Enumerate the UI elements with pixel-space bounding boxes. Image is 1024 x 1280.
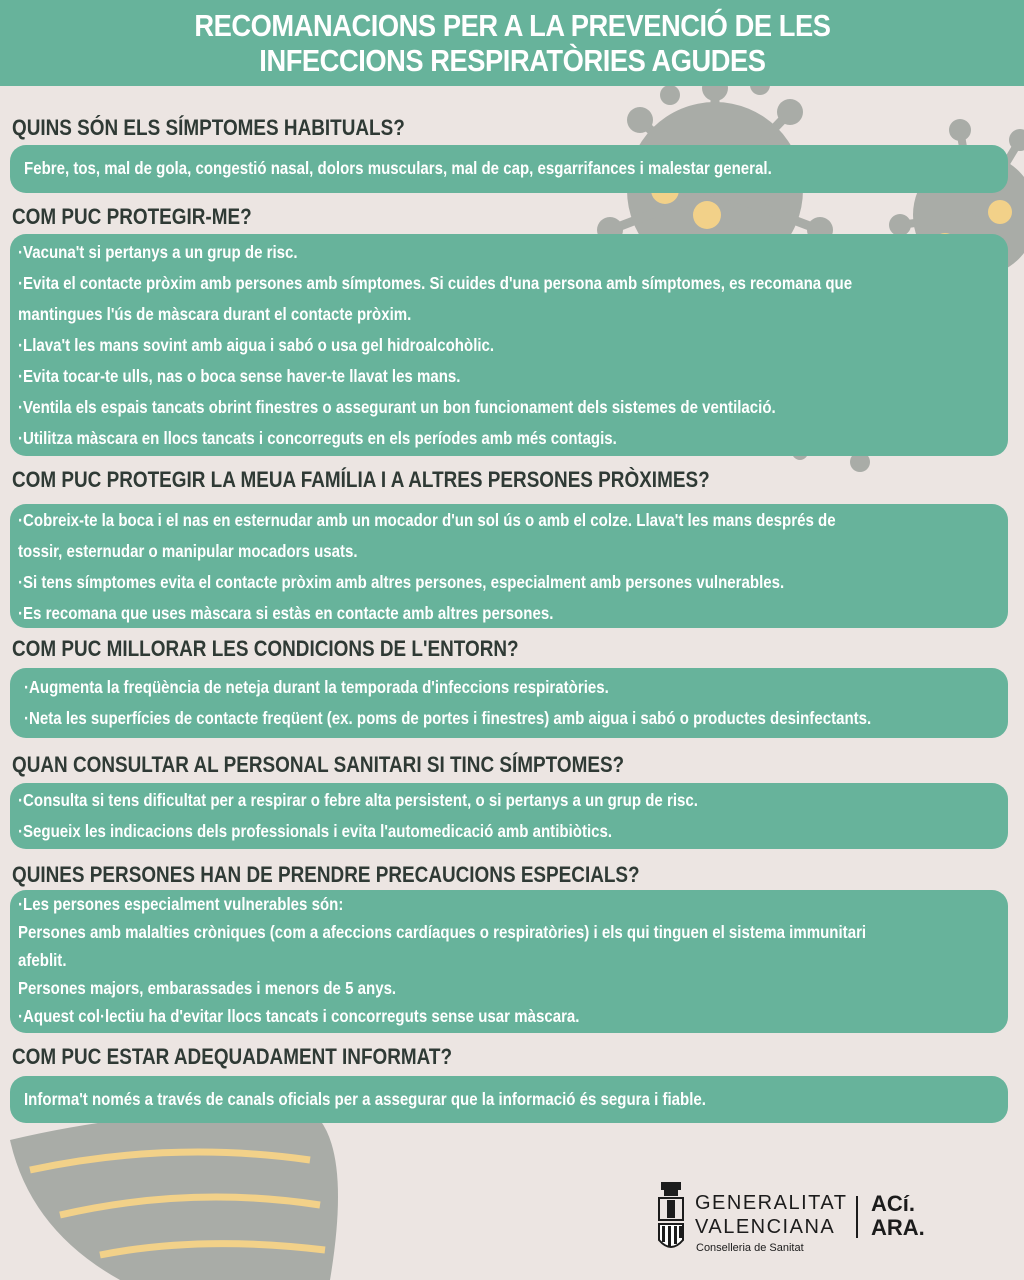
logo-divider [856,1196,858,1238]
section-heading-special-precautions: QUINES PERSONES HAN DE PRENDRE PRECAUCIONS ESPECIALS? [12,862,640,887]
section-text: tossir, esternudar o manipular mocadors usats. [18,541,358,561]
section-text: Informa't només a través de canals oficials per a assegurar que la informació és segura i fiable. [24,1089,706,1109]
page-header [0,0,1024,86]
section-text: ·Evita tocar-te ulls, nas o boca sense haver-te llavat les mans. [18,366,461,386]
section-text: ·Aquest col·lectiu ha d'evitar llocs tancats i concorreguts sense usar màscara. [18,1006,580,1026]
section-heading-symptoms: QUINS SÓN ELS SÍMPTOMES HABITUALS? [12,115,405,140]
section-text: mantingues l'ús de màscara durant el contacte pròxim. [18,304,412,324]
section-box-special-precautions [10,890,1008,1033]
generalitat-logo [655,1178,955,1260]
section-box-consult [10,783,1008,849]
section-text: ·Es recomana que uses màscara si estàs en contacte amb altres persones. [18,603,554,623]
page-title [194,8,830,78]
logo-name-line-2: VALENCIANA [695,1216,836,1238]
face-mask-icon [10,1109,338,1280]
section-heading-protect-me: COM PUC PROTEGIR-ME? [12,204,252,229]
section-text: ·Evita el contacte pròxim amb persones amb símptomes. Si cuides d'una persona amb símptomes, es recomana que [18,273,853,293]
section-text: ·Si tens símptomes evita el contacte pròxim amb altres persones, especialment amb persones vulnerables. [18,572,785,592]
section-text: ·Cobreix-te la boca i el nas en esternudar amb un mocador d'un sol ús o amb el colze. Llava't les mans després de [18,510,836,530]
section-heading-consult: QUAN CONSULTAR AL PERSONAL SANITARI SI TINC SÍMPTOMES? [12,752,625,777]
logo-name-line-1: GENERALITAT [695,1192,848,1214]
section-heading-protect-family: COM PUC PROTEGIR LA MEUA FAMÍLIA I A ALTRES PERSONES PRÒXIMES? [12,467,710,492]
title-line-1: RECOMANACIONS PER A LA PREVENCIÓ DE LES [193,8,831,43]
section-text: ·Ventila els espais tancats obrint finestres o assegurant un bon funcionament dels sistemes de ventilació. [18,397,776,417]
section-text: ·Augmenta la freqüència de neteja durant la temporada d'infeccions respiratòries. [24,677,609,697]
section-text: ·Segueix les indicacions dels professionals i evita l'automedicació amb antibiòtics. [18,821,613,841]
logo-slogan-line-2: ARA. [871,1215,925,1240]
section-text: Persones majors, embarassades i menors de 5 anys. [18,978,397,998]
section-text: ·Les persones especialment vulnerables són: [18,894,344,914]
title-line-2: INFECCIONS RESPIRATÒRIES AGUDES [258,43,766,78]
section-text: ·Consulta si tens dificultat per a respirar o febre alta persistent, o si pertanys a un grup de risc. [18,790,698,810]
section-box-symptoms [10,145,1008,193]
section-box-protect-family [10,504,1008,628]
section-heading-environment: COM PUC MILLORAR LES CONDICIONS DE L'ENTORN? [12,636,519,661]
logo-slogan-line-1: ACí. [871,1191,915,1216]
section-text: ·Llava't les mans sovint amb aigua i sabó o usa gel hidroalcohòlic. [18,335,495,355]
coat-of-arms-icon [655,1180,687,1256]
section-box-information [10,1076,1008,1123]
section-text: ·Neta les superfícies de contacte freqüent (ex. poms de portes i finestres) amb aigua i sabó o productes desinfectants. [24,708,872,728]
section-text: Persones amb malalties cròniques (com a afeccions cardíaques o respiratòries) i els qui tinguen el sistema immunitari [18,922,867,942]
section-text: ·Utilitza màscara en llocs tancats i concorreguts en els períodes amb més contagis. [18,428,617,448]
logo-department: Conselleria de Sanitat [696,1242,804,1254]
section-box-protect-me [10,234,1008,456]
section-text: afeblit. [18,950,67,970]
section-text: ·Vacuna't si pertanys a un grup de risc. [18,242,298,262]
section-text: Febre, tos, mal de gola, congestió nasal, dolors musculars, mal de cap, esgarrifances i malestar general. [24,158,772,178]
section-box-environment [10,668,1008,738]
section-heading-information: COM PUC ESTAR ADEQUADAMENT INFORMAT? [12,1044,453,1069]
